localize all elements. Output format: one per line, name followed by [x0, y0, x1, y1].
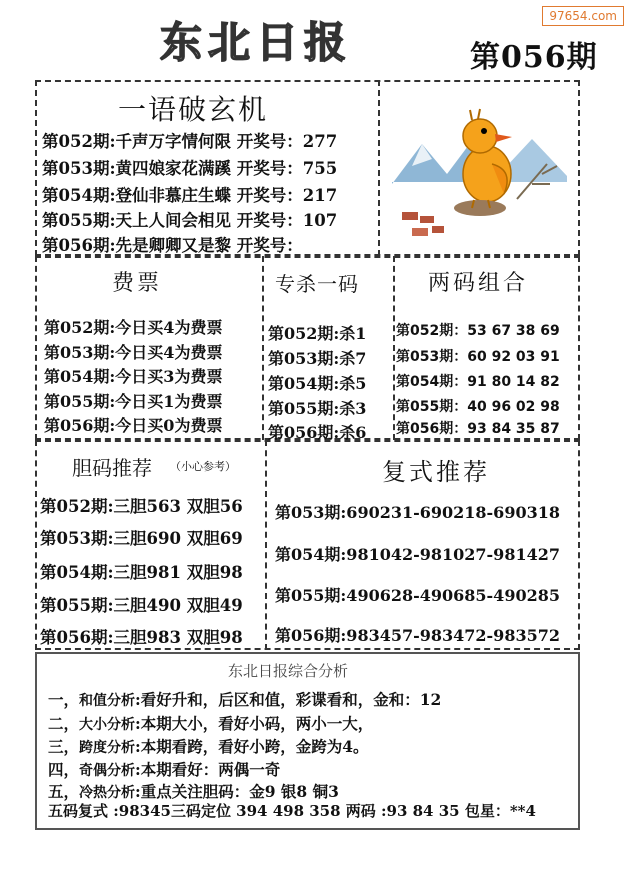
analysis-index: 三， [48, 737, 80, 756]
compound-row: 第056期:983457-983472-983572 [275, 626, 560, 645]
bird-icon [392, 104, 567, 244]
analysis-row [48, 780, 339, 802]
analysis-index: 五， [48, 782, 80, 801]
analysis-title: 东北日报综合分析 [228, 662, 349, 680]
bird-head [463, 119, 497, 153]
gall-row: 第052期:三胆563 双胆56 [40, 497, 243, 516]
lottery-row: 第054期:今日买3为费票 [44, 367, 223, 386]
analysis-key: 奇偶分析 [79, 763, 136, 779]
analysis-index: 四， [48, 760, 80, 779]
kill-row: 第056期:杀6 [268, 423, 367, 442]
pair-row: 第052期：53 67 38 69 [396, 323, 560, 339]
gall-title: 胆码推荐 [72, 456, 152, 480]
analysis-key: 和值分析 [79, 693, 136, 709]
analysis-row [48, 712, 373, 734]
lottery-title: 费票 [112, 271, 163, 296]
section-divider [378, 80, 380, 256]
riddle-row: 第054期:登仙非慕庄生蝶 开奖号：217 [42, 186, 338, 205]
pair-row: 第054期：91 80 14 82 [396, 374, 560, 390]
analysis-key: 冷热分析 [79, 785, 136, 801]
analysis-index: 二， [48, 714, 80, 733]
section-divider [265, 440, 267, 650]
compound-row: 第055期:490628-490685-490285 [275, 586, 560, 605]
analysis-text: :本期看好：两偶一奇 [135, 760, 281, 779]
lottery-row: 第056期:今日买0为费票 [44, 416, 223, 435]
riddle-row: 第055期:天上人间会相见 开奖号：107 [42, 211, 338, 230]
kill-row: 第055期:杀3 [268, 399, 367, 418]
pair-row: 第056期：93 84 35 87 [396, 421, 560, 437]
analysis-row [48, 688, 441, 710]
lottery-row: 第052期:今日买4为费票 [44, 318, 223, 337]
gall-row: 第055期:三胆490 双胆49 [40, 596, 243, 615]
brick-shape [402, 212, 418, 220]
analysis-text: :本期大小，看好小码，两小一大， [135, 714, 374, 733]
kill-title: 专杀一码 [275, 272, 359, 296]
compound-row: 第054期:981042-981027-981427 [275, 545, 560, 564]
summary-row: 五码复式 :98345三码定位 394 498 358 两码 :93 84 35 包星：**4 [48, 802, 536, 820]
lottery-row: 第053期:今日买4为费票 [44, 343, 223, 362]
analysis-key: 大小分析 [79, 717, 136, 733]
analysis-text: :本期看跨，看好小跨，金跨为4。 [135, 737, 369, 756]
gall-row: 第056期:三胆983 双胆98 [40, 628, 243, 647]
gall-row: 第054期:三胆981 双胆98 [40, 563, 243, 582]
gall-row: 第053期:三胆690 双胆69 [40, 529, 243, 548]
section-divider [262, 256, 264, 440]
analysis-text: :重点关注胆码：金9 银8 铜3 [135, 782, 339, 801]
bird-beak [495, 134, 512, 142]
kill-row: 第054期:杀5 [268, 374, 367, 393]
paper-title: 东北日报 [160, 18, 353, 67]
pair-row: 第055期：40 96 02 98 [396, 399, 560, 415]
compound-row: 第053期:690231-690218-690318 [275, 503, 560, 522]
issue-label: 第056期 [470, 40, 598, 75]
analysis-row [48, 758, 280, 780]
lottery-row: 第055期:今日买1为费票 [44, 392, 223, 411]
site-badge: 97654.com [542, 6, 624, 26]
kill-row: 第052期:杀1 [268, 324, 367, 343]
kill-row: 第053期:杀7 [268, 349, 367, 368]
analysis-index: 一， [48, 690, 80, 709]
riddle-row: 第053期:黄四娘家花满蹊 开奖号：755 [42, 159, 338, 178]
pairs-title: 两码组合 [428, 271, 529, 296]
pair-row: 第053期：60 92 03 91 [396, 349, 560, 365]
analysis-row [48, 735, 369, 757]
section-divider [393, 256, 395, 440]
riddle-row: 第056期:先是卿卿又是黎 开奖号： [42, 236, 303, 255]
gall-note: （小心参考） [170, 460, 236, 473]
rock-shape [454, 200, 506, 216]
riddle-title: 一语破玄机 [118, 93, 269, 126]
analysis-key: 跨度分析 [79, 740, 136, 756]
compound-title: 复式推荐 [382, 458, 490, 486]
analysis-text: :看好升和，后区和值，彩谍看和，金和：12 [135, 690, 442, 709]
riddle-row: 第052期:千声万字情何限 开奖号：277 [42, 132, 338, 151]
